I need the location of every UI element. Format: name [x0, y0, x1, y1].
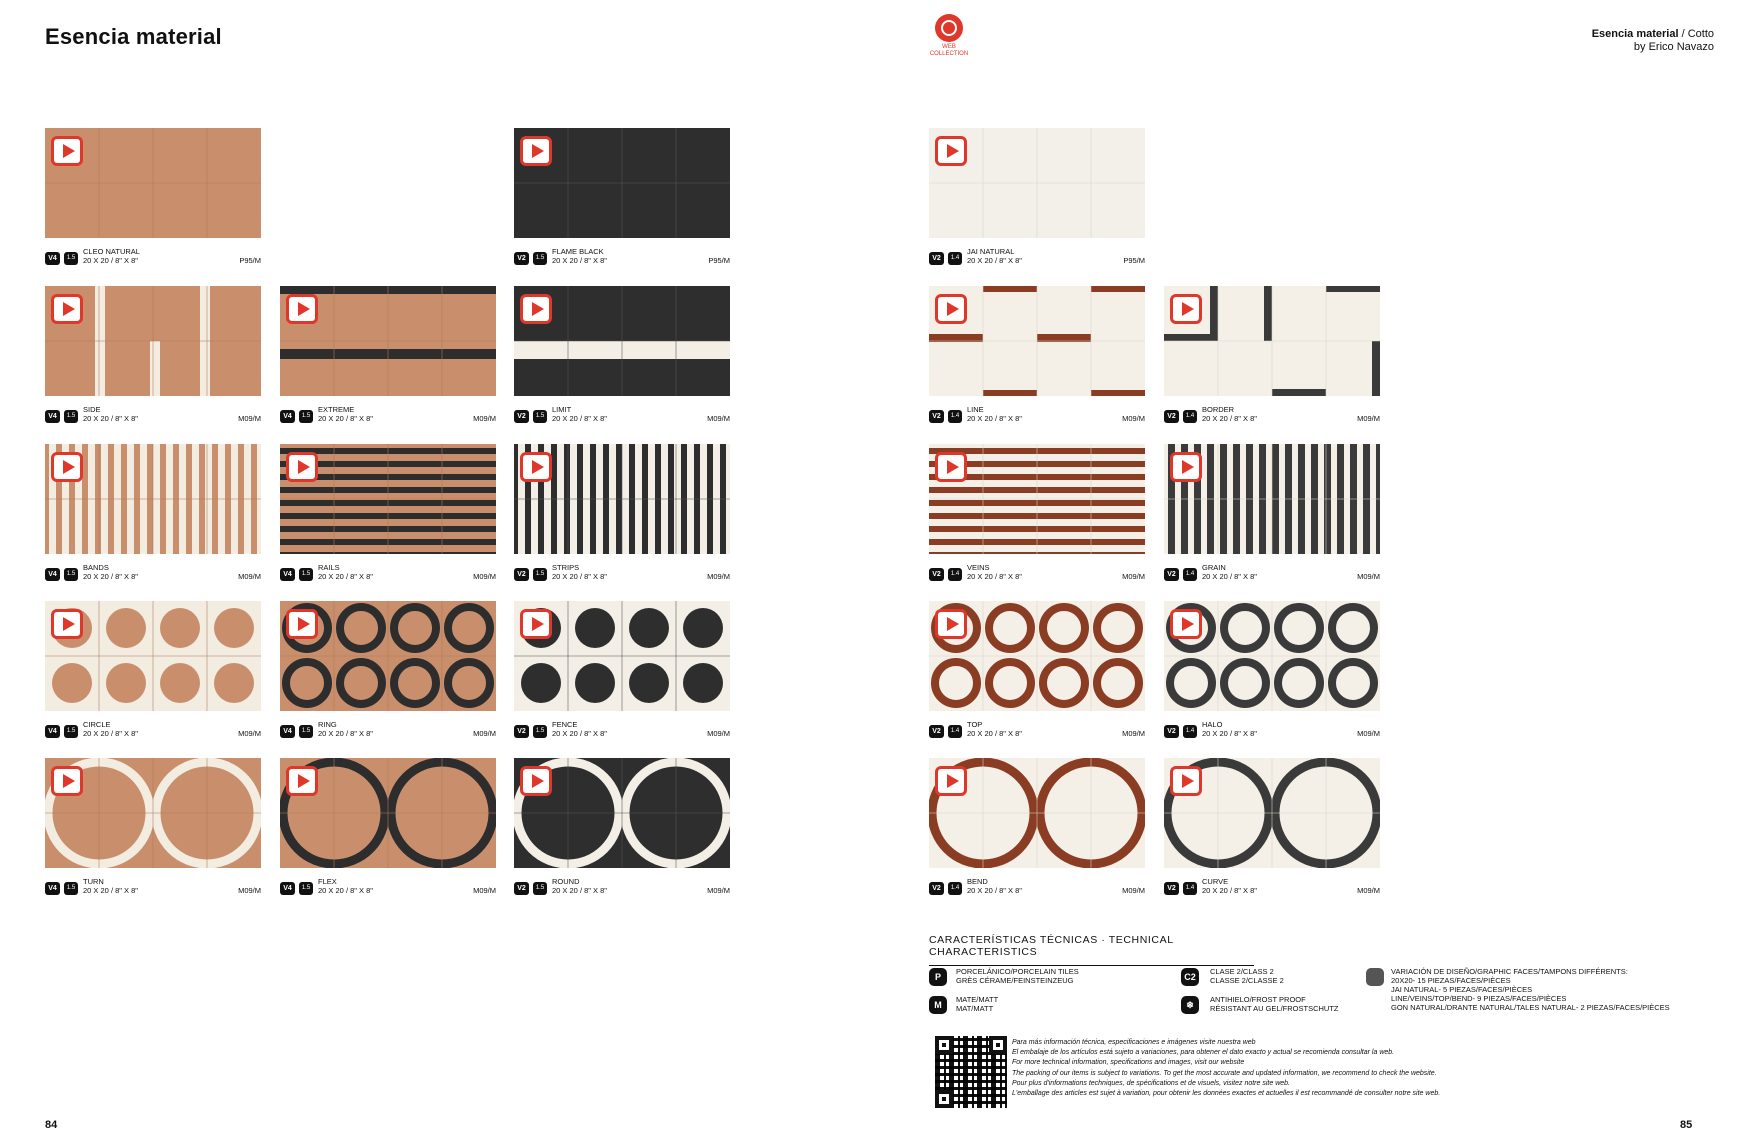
- specs-title: CARACTERÍSTICAS TÉCNICAS · TECHNICAL CHARACTERISTICS: [929, 934, 1254, 966]
- product-size: 20 X 20 / 8" X 8": [967, 729, 1022, 738]
- product-size: 20 X 20 / 8" X 8": [1202, 414, 1257, 423]
- thickness-icon: 1.4: [948, 882, 962, 895]
- tile-caption: [929, 248, 1145, 276]
- variation-badge: V4: [45, 725, 60, 738]
- info-line: The packing of our items is subject to variations. To get the most accurate and updated information, we recommend to check the website.: [1012, 1069, 1437, 1077]
- product-tile[interactable]: [280, 601, 496, 749]
- product-name: CLEO NATURAL: [83, 247, 140, 256]
- play-video-icon[interactable]: [286, 766, 318, 796]
- thickness-icon: 1.5: [533, 252, 547, 265]
- tile-caption: [514, 721, 730, 749]
- spec-frost-line2: RÉSISTANT AU GEL/FROSTSCHUTZ: [1210, 1004, 1339, 1013]
- product-name: LINE: [967, 405, 984, 414]
- tile-swatch[interactable]: [1164, 444, 1380, 554]
- variation-badge: V2: [514, 252, 529, 265]
- tile-caption: [514, 406, 730, 434]
- tile-swatch[interactable]: [1164, 286, 1380, 396]
- thickness-icon: 1.5: [64, 568, 78, 581]
- tile-caption: [280, 406, 496, 434]
- thickness-icon: 1.5: [64, 882, 78, 895]
- product-name: BORDER: [1202, 405, 1235, 414]
- product-tile[interactable]: [280, 286, 496, 434]
- tile-swatch[interactable]: [514, 758, 730, 868]
- info-line: L'emballage des articles est sujet à variation, pour obtenir les données exactes et actuelles il est recommandé de consulter notre site web.: [1012, 1090, 1441, 1098]
- product-size: 20 X 20 / 8" X 8": [552, 572, 607, 581]
- product-tile[interactable]: [45, 128, 261, 276]
- spec-class: [1210, 967, 1284, 985]
- product-size: 20 X 20 / 8" X 8": [1202, 729, 1257, 738]
- product-size: 20 X 20 / 8" X 8": [83, 572, 138, 581]
- collection-header: [1592, 28, 1714, 54]
- page-number-left: 84: [45, 1119, 58, 1131]
- variation-badge: V4: [280, 410, 295, 423]
- product-tile[interactable]: [1164, 601, 1380, 749]
- spec-faces-line5: GON NATURAL/DRANTE NATURAL/TALES NATURAL- 2 PIEZAS/FACES/PIÈCES: [1391, 1003, 1670, 1012]
- product-name: LIMIT: [552, 405, 572, 414]
- product-name: RING: [318, 720, 337, 729]
- spec-faces-line1: VARIACIÓN DE DISEÑO/GRAPHIC FACES/TAMPONS DIFFÉRENTS:: [1391, 967, 1628, 976]
- spec-matt-line2: MAT/MATT: [956, 1004, 994, 1013]
- product-tile[interactable]: [45, 444, 261, 592]
- product-code: M09/M: [1357, 414, 1380, 423]
- thickness-icon: 1.5: [64, 725, 78, 738]
- spec-faces: [1391, 967, 1670, 1012]
- play-video-icon[interactable]: [935, 294, 967, 324]
- tile-caption: [929, 721, 1145, 749]
- info-line: For more technical information, specifications and images, visit our website: [1012, 1059, 1245, 1067]
- product-name: ROUND: [552, 877, 580, 886]
- play-video-icon[interactable]: [935, 609, 967, 639]
- product-tile[interactable]: [929, 758, 1145, 906]
- web-collection-logo[interactable]: [929, 14, 969, 58]
- product-code: M09/M: [238, 414, 261, 423]
- product-size: 20 X 20 / 8" X 8": [967, 414, 1022, 423]
- thickness-icon: 1.5: [299, 568, 313, 581]
- product-size: 20 X 20 / 8" X 8": [552, 729, 607, 738]
- play-video-icon[interactable]: [935, 452, 967, 482]
- product-name: JAI NATURAL: [967, 247, 1015, 256]
- thickness-icon: 1.5: [299, 410, 313, 423]
- variation-badge: V4: [280, 882, 295, 895]
- product-tile[interactable]: [929, 128, 1145, 276]
- spec-class-line1: CLASE 2/CLASS 2: [1210, 967, 1274, 976]
- variation-badge: V4: [45, 410, 60, 423]
- spec-faces-line4: LINE/VEINS/TOP/BEND- 9 PIEZAS/FACES/PIÈCES: [1391, 994, 1567, 1003]
- product-size: 20 X 20 / 8" X 8": [318, 729, 373, 738]
- product-name: SIDE: [83, 405, 101, 414]
- spec-matt-line1: MATE/MATT: [956, 995, 999, 1004]
- spec-matt: [956, 995, 998, 1013]
- product-tile[interactable]: [45, 286, 261, 434]
- thickness-icon: 1.5: [533, 882, 547, 895]
- product-code: M09/M: [1357, 886, 1380, 895]
- product-name: GRAIN: [1202, 563, 1226, 572]
- play-video-icon[interactable]: [520, 294, 552, 324]
- variation-badge: V2: [929, 568, 944, 581]
- thickness-icon: 1.4: [948, 725, 962, 738]
- product-name: RAILS: [318, 563, 340, 572]
- product-name: CURVE: [1202, 877, 1229, 886]
- product-name: EXTREME: [318, 405, 355, 414]
- variation-badge: V2: [1164, 568, 1179, 581]
- variation-badge: V4: [45, 568, 60, 581]
- product-tile[interactable]: [514, 286, 730, 434]
- product-name: HALO: [1202, 720, 1223, 729]
- tile-caption: [1164, 878, 1380, 906]
- collection-designer: by Erico Navazo: [1633, 41, 1714, 53]
- play-video-icon[interactable]: [1170, 294, 1202, 324]
- variation-badge: V2: [514, 882, 529, 895]
- tile-caption: [1164, 564, 1380, 592]
- product-tile[interactable]: [1164, 286, 1380, 434]
- play-video-icon[interactable]: [51, 136, 83, 166]
- tile-caption: [45, 248, 261, 276]
- tile-caption: [1164, 406, 1380, 434]
- product-code: M09/M: [1122, 886, 1145, 895]
- website-info: [1012, 1038, 1440, 1099]
- product-tile[interactable]: [1164, 758, 1380, 906]
- graphic-faces-icon: [1366, 968, 1384, 986]
- product-size: 20 X 20 / 8" X 8": [552, 414, 607, 423]
- play-video-icon[interactable]: [51, 609, 83, 639]
- tile-swatch[interactable]: [514, 601, 730, 711]
- play-video-icon[interactable]: [286, 294, 318, 324]
- tile-caption: [514, 878, 730, 906]
- tile-swatch[interactable]: [514, 128, 730, 238]
- spec-faces-line3: JAI NATURAL- 5 PIEZAS/FACES/PIÈCES: [1391, 985, 1533, 994]
- tile-swatch[interactable]: [514, 286, 730, 396]
- tile-caption: [929, 406, 1145, 434]
- tile-swatch[interactable]: [280, 286, 496, 396]
- product-tile[interactable]: [514, 444, 730, 592]
- product-code: M09/M: [1122, 729, 1145, 738]
- snowflake-icon: ❄: [1181, 996, 1199, 1014]
- product-name: STRIPS: [552, 563, 580, 572]
- tile-swatch[interactable]: [45, 758, 261, 868]
- product-tile[interactable]: [45, 601, 261, 749]
- thickness-icon: 1.4: [948, 410, 962, 423]
- product-size: 20 X 20 / 8" X 8": [967, 886, 1022, 895]
- variation-badge: V4: [45, 252, 60, 265]
- tile-swatch[interactable]: [1164, 758, 1380, 868]
- product-code: M09/M: [238, 729, 261, 738]
- product-tile[interactable]: [280, 444, 496, 592]
- thickness-icon: 1.5: [64, 252, 78, 265]
- product-code: M09/M: [473, 572, 496, 581]
- spec-class-line2: CLASSE 2/CLASSE 2: [1210, 976, 1284, 985]
- play-video-icon[interactable]: [520, 766, 552, 796]
- tile-caption: [929, 564, 1145, 592]
- web-collection-label: WEB COLLECTION: [929, 44, 969, 57]
- globe-icon: [935, 14, 963, 42]
- thickness-icon: 1.4: [1183, 568, 1197, 581]
- play-video-icon[interactable]: [935, 136, 967, 166]
- product-size: 20 X 20 / 8" X 8": [318, 414, 373, 423]
- tile-swatch[interactable]: [45, 286, 261, 396]
- play-video-icon[interactable]: [935, 766, 967, 796]
- thickness-icon: 1.4: [1183, 410, 1197, 423]
- thickness-icon: 1.5: [533, 568, 547, 581]
- thickness-icon: 1.4: [948, 568, 962, 581]
- variation-badge: V2: [1164, 882, 1179, 895]
- info-line: Para más información técnica, especificaciones e imágenes visite nuestra web: [1012, 1039, 1256, 1046]
- spec-frost-line1: ANTIHIELO/FROST PROOF: [1210, 995, 1306, 1004]
- play-video-icon[interactable]: [51, 294, 83, 324]
- play-video-icon[interactable]: [1170, 609, 1202, 639]
- product-name: BEND: [967, 877, 988, 886]
- product-code: M09/M: [707, 414, 730, 423]
- tile-swatch[interactable]: [1164, 601, 1380, 711]
- thickness-icon: 1.4: [1183, 725, 1197, 738]
- product-code: M09/M: [707, 729, 730, 738]
- tile-caption: [280, 721, 496, 749]
- thickness-icon: 1.5: [64, 410, 78, 423]
- tile-caption: [45, 564, 261, 592]
- page-number-right: 85: [1680, 1119, 1693, 1131]
- product-tile[interactable]: [514, 758, 730, 906]
- thickness-icon: 1.5: [299, 725, 313, 738]
- play-video-icon[interactable]: [286, 452, 318, 482]
- spec-porcelain: [956, 967, 1079, 985]
- product-size: 20 X 20 / 8" X 8": [967, 572, 1022, 581]
- thickness-icon: 1.5: [533, 410, 547, 423]
- tile-swatch[interactable]: [929, 601, 1145, 711]
- product-code: P95/M: [1123, 256, 1145, 265]
- product-name: FLEX: [318, 877, 337, 886]
- product-size: 20 X 20 / 8" X 8": [83, 729, 138, 738]
- spec-porcelain-line2: GRÈS CÉRAME/FEINSTEINZEUG: [956, 976, 1074, 985]
- product-name: TURN: [83, 877, 104, 886]
- matt-icon: M: [929, 996, 947, 1014]
- tile-swatch[interactable]: [45, 444, 261, 554]
- product-size: 20 X 20 / 8" X 8": [318, 572, 373, 581]
- collection-series: / Cotto: [1678, 28, 1714, 40]
- product-size: 20 X 20 / 8" X 8": [1202, 886, 1257, 895]
- play-video-icon[interactable]: [520, 609, 552, 639]
- tile-caption: [45, 721, 261, 749]
- product-size: 20 X 20 / 8" X 8": [83, 414, 138, 423]
- variation-badge: V2: [1164, 725, 1179, 738]
- product-tile[interactable]: [514, 601, 730, 749]
- thickness-icon: 1.5: [533, 725, 547, 738]
- product-code: P95/M: [239, 256, 261, 265]
- product-size: 20 X 20 / 8" X 8": [967, 256, 1022, 265]
- product-code: M09/M: [707, 572, 730, 581]
- product-tile[interactable]: [514, 128, 730, 276]
- product-code: M09/M: [707, 886, 730, 895]
- tile-swatch[interactable]: [929, 128, 1145, 238]
- variation-badge: V2: [929, 882, 944, 895]
- variation-badge: V4: [280, 725, 295, 738]
- tile-swatch[interactable]: [45, 601, 261, 711]
- tile-caption: [514, 248, 730, 276]
- product-size: 20 X 20 / 8" X 8": [318, 886, 373, 895]
- qr-code[interactable]: [935, 1036, 1007, 1108]
- tile-swatch[interactable]: [45, 128, 261, 238]
- product-size: 20 X 20 / 8" X 8": [1202, 572, 1257, 581]
- product-code: M09/M: [1122, 572, 1145, 581]
- product-name: TOP: [967, 720, 983, 729]
- tile-caption: [1164, 721, 1380, 749]
- variation-badge: V2: [929, 410, 944, 423]
- variation-badge: V2: [514, 568, 529, 581]
- product-size: 20 X 20 / 8" X 8": [83, 256, 138, 265]
- product-tile[interactable]: [45, 758, 261, 906]
- product-tile[interactable]: [1164, 444, 1380, 592]
- product-name: FENCE: [552, 720, 578, 729]
- variation-badge: V2: [1164, 410, 1179, 423]
- variation-badge: V2: [929, 252, 944, 265]
- product-size: 20 X 20 / 8" X 8": [552, 256, 607, 265]
- product-size: 20 X 20 / 8" X 8": [552, 886, 607, 895]
- spec-faces-line2: 20X20- 15 PIEZAS/FACES/PIÈCES: [1391, 976, 1511, 985]
- play-video-icon[interactable]: [51, 766, 83, 796]
- product-code: M09/M: [473, 886, 496, 895]
- product-code: M09/M: [473, 729, 496, 738]
- tile-caption: [45, 878, 261, 906]
- product-code: P95/M: [708, 256, 730, 265]
- play-video-icon[interactable]: [1170, 452, 1202, 482]
- class-icon: C2: [1181, 968, 1199, 986]
- product-tile[interactable]: [929, 601, 1145, 749]
- product-code: M09/M: [238, 886, 261, 895]
- variation-badge: V4: [280, 568, 295, 581]
- play-video-icon[interactable]: [520, 452, 552, 482]
- product-name: BANDS: [83, 563, 109, 572]
- page-title: Esencia material: [45, 24, 222, 49]
- product-name: FLAME BLACK: [552, 247, 604, 256]
- tile-swatch[interactable]: [280, 758, 496, 868]
- tile-caption: [280, 564, 496, 592]
- tile-swatch[interactable]: [929, 444, 1145, 554]
- tile-swatch[interactable]: [514, 444, 730, 554]
- variation-badge: V2: [514, 410, 529, 423]
- tile-caption: [45, 406, 261, 434]
- play-video-icon[interactable]: [1170, 766, 1202, 796]
- thickness-icon: 1.4: [1183, 882, 1197, 895]
- product-code: M09/M: [1122, 414, 1145, 423]
- spec-frost: [1210, 995, 1339, 1013]
- product-tile[interactable]: [929, 444, 1145, 592]
- variation-badge: V4: [45, 882, 60, 895]
- info-line: Pour plus d'informations techniques, de spécifications et de visuels, visitez notre site web.: [1012, 1079, 1290, 1087]
- variation-badge: V2: [929, 725, 944, 738]
- product-tile[interactable]: [280, 758, 496, 906]
- tile-caption: [514, 564, 730, 592]
- product-code: M09/M: [1357, 729, 1380, 738]
- tile-swatch[interactable]: [280, 444, 496, 554]
- play-video-icon[interactable]: [286, 609, 318, 639]
- tile-caption: [280, 878, 496, 906]
- collection-name: Esencia material: [1591, 28, 1679, 40]
- tile-swatch[interactable]: [929, 758, 1145, 868]
- porcelain-icon: P: [929, 968, 947, 986]
- tile-swatch[interactable]: [280, 601, 496, 711]
- play-video-icon[interactable]: [520, 136, 552, 166]
- info-line: El embalaje de los artículos está sujeto a variaciones, para obtener el dato exacto y actual se recomienda consultar la web.: [1012, 1049, 1395, 1057]
- product-code: M09/M: [238, 572, 261, 581]
- product-tile[interactable]: [929, 286, 1145, 434]
- play-video-icon[interactable]: [51, 452, 83, 482]
- spec-porcelain-line1: PORCELÁNICO/PORCELAIN TILES: [956, 967, 1079, 976]
- tile-caption: [929, 878, 1145, 906]
- product-code: M09/M: [473, 414, 496, 423]
- product-size: 20 X 20 / 8" X 8": [83, 886, 138, 895]
- product-name: CIRCLE: [83, 720, 111, 729]
- thickness-icon: 1.4: [948, 252, 962, 265]
- product-code: M09/M: [1357, 572, 1380, 581]
- tile-swatch[interactable]: [929, 286, 1145, 396]
- product-name: VEINS: [967, 563, 990, 572]
- thickness-icon: 1.5: [299, 882, 313, 895]
- variation-badge: V2: [514, 725, 529, 738]
